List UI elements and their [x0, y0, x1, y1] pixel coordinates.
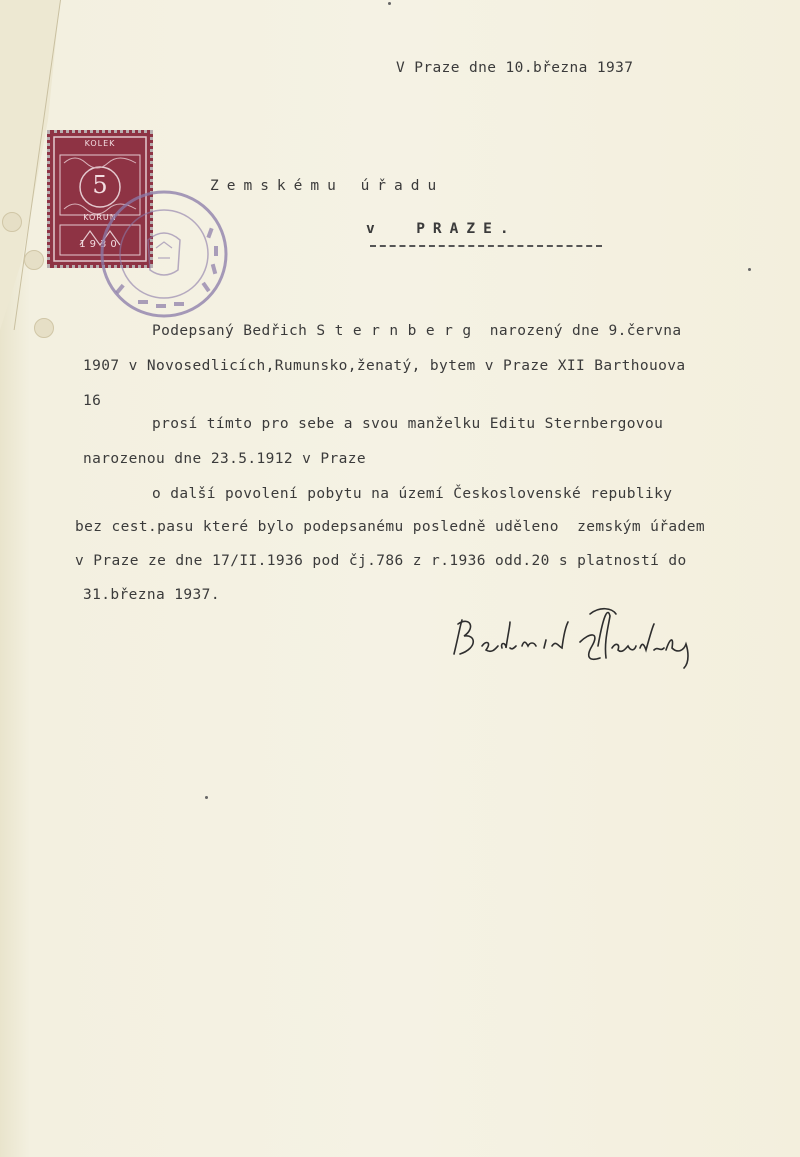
body-line-9: 31.března 1937. [83, 587, 220, 603]
paper-speck [748, 268, 751, 271]
police-directorate-seal [98, 188, 230, 320]
punch-hole [2, 212, 22, 232]
punch-hole [34, 318, 54, 338]
body-line-4: prosí tímto pro sebe a svou manželku Editu Sternbergovou [152, 416, 664, 432]
punch-hole [24, 250, 44, 270]
paper-speck [388, 2, 391, 5]
body-line-6: o další povolení pobytu na území Československé republiky [152, 486, 673, 502]
body-line-7: bez cest.pasu které bylo podepsanému posledně uděleno zemským úřadem [75, 519, 705, 535]
date-line: V Praze dne 10.března 1937 [396, 60, 634, 76]
paper-speck [205, 796, 208, 799]
body-line-8: v Praze ze dne 17/II.1936 pod čj.786 z r.1936 odd.20 s platností do [75, 553, 687, 569]
stamp-bottom-text: KORUN [83, 213, 117, 222]
underline-dashes [370, 245, 602, 247]
stamp-top-text: KOLEK [84, 139, 116, 148]
body-line-2: 1907 v Novosedlicích,Rumunsko,ženatý, bytem v Praze XII Barthouova [83, 358, 686, 374]
addressee-city: v PRAZE. [366, 221, 517, 237]
handwritten-signature [440, 602, 700, 682]
body-line-3: 16 [83, 393, 102, 409]
body-line-1: Podepsaný Bedřich S t e r n b e r g narozený dne 9.června [152, 323, 682, 339]
stamp-year: 1930 [79, 239, 121, 250]
stamp-value: 5 [92, 171, 108, 199]
addressee-office: Zemskému úřadu [210, 178, 445, 194]
body-line-5: narozenou dne 23.5.1912 v Praze [83, 451, 367, 467]
